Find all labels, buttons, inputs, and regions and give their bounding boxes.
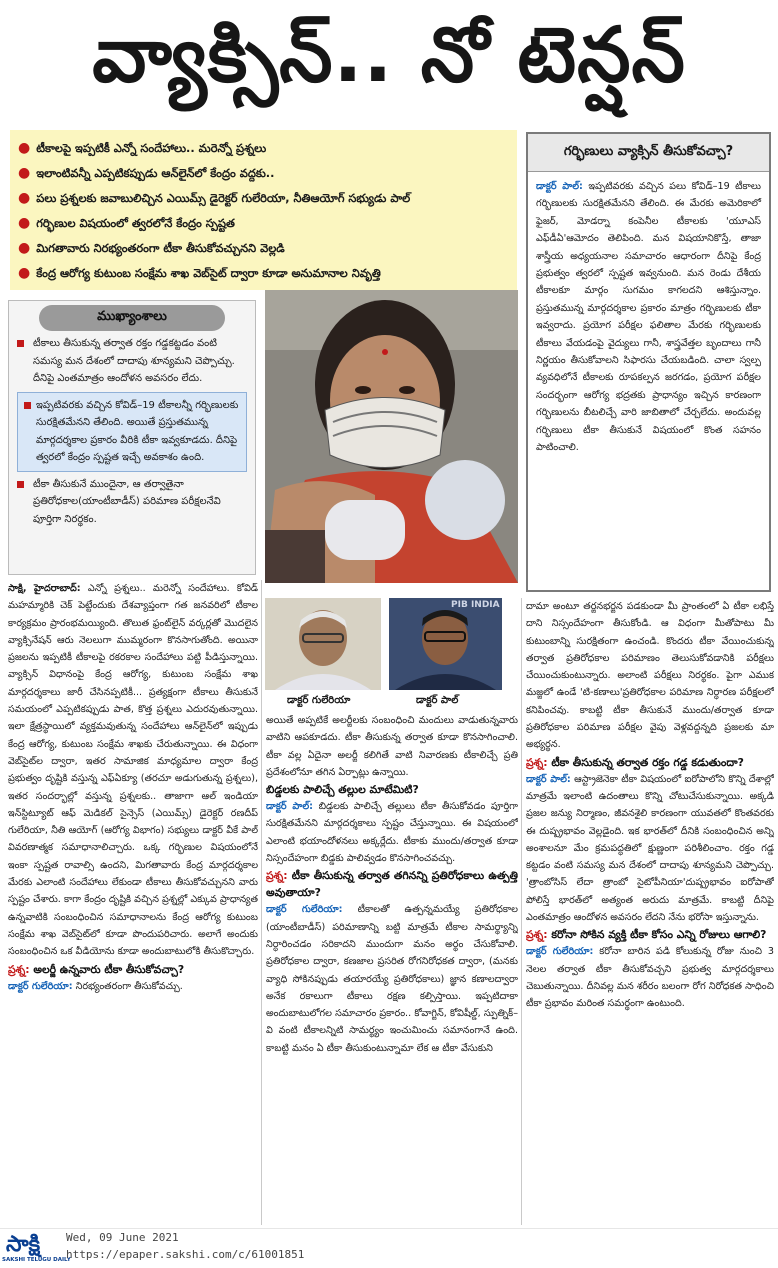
article-column-3: [526, 598, 774, 1228]
bullet-icon: ●: [18, 265, 31, 281]
side-box-body: [528, 172, 769, 463]
bullet-icon: ●: [18, 240, 31, 256]
question-recovered-wait: ప్రశ్న: కరోనా సోకిన వ్యక్తి టీకా కోసం ఎన్ని రోజులు ఆగాలి?: [526, 928, 767, 942]
column-divider: [261, 580, 262, 1225]
key-point-highlighted: ఇప్పటివరకు వచ్చిన కోవిడ్–19 టీకాలన్నీ గర్భిణులకు సురక్షితమేనని తేలింది. అయితే ప్రస్తుతమున్న మార్గదర్శకాల ప్రకారం వీరికి టీకా ఇవ్వకూడదు. దీనిపై త్వరలో కేంద్రం స్పష్టత ఇచ్చే అవకాశం ఉంది.: [17, 392, 247, 472]
speaker-label: డాక్టర్ గులేరియా:: [526, 946, 594, 958]
caption-guleria: డాక్టర్ గులేరియా: [287, 695, 351, 706]
square-bullet-icon: [17, 481, 24, 488]
side-box-text: ఇప్పటివరకు వచ్చిన పలు కోవిడ్–19 టీకాలు గర్భిణులకు సురక్షితమేనని తేలింది. ఈ మేరకు అమెరికాలో ఫైజర్, మోడర్నా కంపెనీల టీకాలకు 'యూఎస్ ఎఫ్‌డీఏ'ఆమోదం తెలిపింది. మన విషయానికొస్తే, తాజా శాస్త్రీయ అధ్యయనాల సమాచారం ఆధారంగా దీనిపై కేంద్ర ప్రభుత్వం త్వరలో స్పష్టత ఇవ్వనుంది. మన రెండు దేశీయ టీకాలకూ మార్గం సుగమం కాగలదని ఆశిస్తున్నాం. ప్రస్తుతమున్న మార్గదర్శకాల ప్రకారం మాత్రం గర్భిణులకు టీకా ఇవ్వరాదు. ప్రయోగ పరీక్షల ఫలితాల మేరకు గర్భిణులకు టీకాలు వేయడంపై వైద్యులు గానీ, శాస్త్రవేత్తల బృందాలు గానీ నిర్ణయం తీసుకోవాలని సిఫారసు చేయబడింది. చాలా స్వల్ప వ్యవధిలోనే టీకాలకు రూపకల్పన జరగడం, ప్రయోగ పరీక్షల సందర్భంగా ఆరోగ్య భద్రతకు ప్రాధాన్యం ఇచ్చిన కారణంగా గర్భిణులను బీటలిచ్చే వారి జాబితాలో చేర్చలేదు. అందువల్ల గర్భిణులు టీకా తీసుకునే విషయంలో కొంత సహనం పాటించాలి.: [536, 181, 761, 454]
headline: వ్యాక్సిన్.. నో టెన్షన్: [92, 10, 686, 99]
side-box-title: గర్భిణులు వ్యాక్సిన్ తీసుకోవచ్చా?: [528, 134, 769, 172]
bullet-item: ● గర్భిణుల విషయంలో త్వరలోనే కేంద్రం స్పష్టత: [18, 211, 509, 236]
answer-allergy: డాక్టర్ గులేరియా: నిరభ్యంతరంగా తీసుకోవచ్చు.: [8, 980, 183, 992]
col3-para-3: కరోనా బారిన పడి కోలుకున్న రోజు నుంచి 3 నెలల తర్వాత టీకా తీసుకోవచ్చని ప్రభుత్వ మార్గదర్శకాలు చెబుతున్నాయి. దీనివల్ల మన శరీరం బలంగా రోగ నిరోధకత సాధించి టీకా ప్రభావం మరింత సమర్థంగా ఉంటుంది.: [526, 946, 774, 1010]
col3-para-1: దామా అంటూ తర్జనభర్జన పడకుండా మీ ప్రాంతంలో ఏ టీకా లభిస్తే దాని నిస్సందేహంగా తీసుకోండి. ఆ విధంగా మీతోపాటు మీ కుటుంబాన్ని సురక్షితంగా ఉంచండి. కొందరు టీకా వేయించుకున్న తర్వాత ప్రతిరోధకాల పరిమాణం తెలుసుకోవడానికి పరీక్షలు చేయించుకుంటున్నారు. అలాంటి పరీక్షలు నిరర్థకం. పైగా ఎముక మజ్జలో ఉండే 'టి-కణాలు'ప్రతిరోధకాల పరిమాణ నిర్ధారణ పరీక్షలలో కనిపించవు. కాబట్టి టీకా తీసుకునే ముందు/తర్వాత కూడా ప్రతిరోధకాల పరిమాణ పరీక్షల వైపు వెళ్లవద్దన్నది ప్రజలకు మా అభ్యర్థన.: [526, 601, 774, 751]
col2-para-1: అయితే అప్పటికే అలర్జీలకు సంబంధించి మందులు వాడుతున్నవారు వాటిని ఆపకూడదు. టీకా తీసుకున్న తర్వాత కూడా కొనసాగించాలి. టీకా వల్ల ఏదైనా అలర్జీ కలిగితే వాటి నివారణకు టీకాలిచ్చే ప్రతి ప్రదేశంలోనూ తగిన ఏర్పాట్లు ఉన్నాయి.: [266, 715, 518, 778]
bullet-item: ● మిగతావారు నిరభ్యంతరంగా టీకా తీసుకోవచ్చునని వెల్లడి: [18, 236, 509, 261]
square-bullet-icon: [24, 402, 31, 409]
col2-para-3: టీకాలతో ఉత్పన్నమయ్యే ప్రతిరోధకాల (యాంటీబాడీస్) పరిమాణాన్ని బట్టి మాత్రమే టీకాల సామర్థ్యాన్ని నిర్ధారించడం సరికాదని ముందుగా మనం అర్థం చేసుకోవాలి. ప్రతిరోధకాల ద్వారా, కణజాల ప్రసరిత రోగనిరోధకత ద్వారా, (మనకు వ్యాధి సోకినప్పుడు తయారయ్యే ప్రతిరోధకాలు) జ్ఞాన కణాలద్వారా అనేక రకాలుగా టీకాలు రక్షణ కల్పిస్తాయి. ఇప్పటిదాకా అందుబాటులోగల సమాచారం ప్రకారం.. కోవాగ్జిన్, కోవిషీల్డ్, స్పుత్నిక్–వి వంటి టీకాలన్నిటి సామర్థ్యం ఇంచుమించు సమానంగానే ఉంది. కాబట్టి మనం ఏ టీకా తీసుకుంటున్నామా లేక ఆ టీకా వేసుకుని: [266, 904, 518, 1054]
edition-date: Wed, 09 June 2021: [66, 1231, 179, 1244]
bullet-item: ● పలు ప్రశ్నలకు జవాబులిచ్చిన ఎయిమ్స్ డైరెక్టర్ గులేరియా, నీతిఆయోగ్ సభ్యుడు పాల్: [18, 186, 509, 211]
caption-paul: డాక్టర్ పాల్: [416, 695, 459, 706]
bullet-icon: ●: [18, 165, 31, 181]
paul-portrait: [389, 598, 502, 690]
logo-tagline: SAKSHI TELUGU DAILY: [2, 1257, 71, 1263]
col3-para-2: ఆస్ట్రాజెనెకా టీకా విషయంలో ఐరోపాలోని కొన్ని దేశాల్లో మాత్రమే ఇలాంటి ఉదంతాలు కొన్ని చోటుచేసుకున్నాయి. అక్కడి ప్రజల జన్యు నిర్మాణం, జీవనశైలి కారణంగా యువతలో కొంతవరకు ఈ దుష్ప్రభావం వెల్లడైంది. ఇక భారత్‌లో దీనికి సంబంధించిన అన్ని అంశాలనూ మేం క్రమపద్ధతిలో క్షుణ్ణంగా పరిశీలించాం. రక్తం గడ్డ కట్టడం వంటి సమస్య మన దేశంలో దాదాపు శూన్యమని చెప్పొచ్చు. 'త్రాంబోసిస్ లేదా త్రాంబో సైటోపీనియా'దుష్ప్రభావం ఐరోపాతో పోలిస్తే భారత్‌లో అత్యంత అరుదు మాత్రమే. కాబట్టి దీనిపై ఎంతమాత్రం ఆందోళన అవసరం లేదని నేను భరోసా ఇస్తున్నాను.: [526, 773, 774, 924]
key-points-title: ముఖ్యాంశాలు: [39, 305, 225, 331]
speaker-label: డాక్టర్ పాల్:: [526, 773, 571, 785]
epaper-link[interactable]: https://epaper.sakshi.com/c/61001851: [66, 1248, 305, 1261]
footer-info: [66, 1229, 304, 1263]
speaker-label: డాక్టర్ గులేరియా:: [266, 904, 343, 916]
article-column-2: [266, 712, 518, 1228]
guleria-photo: [265, 598, 381, 690]
guleria-portrait: [265, 598, 381, 690]
dateline: సాక్షి, హైదరాబాద్:: [8, 583, 81, 594]
logo-wordmark: సాక్షి: [6, 1232, 41, 1257]
bullet-item: ● ఇలాంటివన్నీ ఎప్పటికప్పుడు ఆన్‌లైన్‌లో కేంద్రం వద్దకు..: [18, 161, 509, 186]
sakshi-logo[interactable]: [0, 1232, 71, 1266]
article-column-1: [8, 580, 258, 1228]
col2-para-2: బిడ్డలకు పాలిచ్చే తల్లులు టీకా తీసుకోవడం పూర్తిగా సురక్షితమేనని మార్గదర్శకాలు స్పష్టం చేస్తున్నాయి. ఈ విషయంలో ఎలాంటి భయాందోళనలు అక్కర్లేదు. టీకాకు ముందు/తర్వాత కూడా నిస్సందేహంగా బిడ్డకు పాలివ్వడం కొనసాగించవచ్చు.: [266, 801, 518, 865]
bullet-item: ● టీకాలపై ఇప్పటికీ ఎన్నో సందేహాలు.. మరెన్నో ప్రశ్నలు: [18, 136, 509, 161]
question-blood-clot: ప్రశ్న: టీకా తీసుకున్న తర్వాత రక్తం గడ్డ కడుతుందా?: [526, 755, 744, 769]
speaker-label: డాక్టర్ పాల్:: [536, 181, 583, 192]
key-point: టీకాలు తీసుకున్న తర్వాత రక్తం గడ్డకట్టడం వంటి సమస్య మన దేశంలో దాదాపు శూన్యమని చెప్పొచ్చు. దీనిపై ఎంతమాత్రం ఆందోళన అవసరం లేదు.: [17, 335, 247, 388]
square-bullet-icon: [17, 340, 24, 347]
paul-photo: [389, 598, 502, 690]
key-point: టీకా తీసుకునే ముందైనా, ఆ తర్వాతైనా ప్రతిరోధకాల(యాంటీబాడీస్) పరిమాణ పరీక్షలనేవి పూర్తిగా నిరర్థకం.: [17, 476, 247, 529]
heading-nursing-mothers: బిడ్డలకు పాలిచ్చే తల్లుల మాటేమిటి?: [266, 783, 419, 797]
key-points-box: [8, 300, 256, 575]
bullet-icon: ●: [18, 215, 31, 231]
bullet-icon: ●: [18, 190, 31, 206]
summary-bullets: [10, 130, 517, 290]
pregnant-women-box: [526, 132, 771, 592]
bullet-icon: ●: [18, 140, 31, 156]
bullet-item: ● కేంద్ర ఆరోగ్య కుటుంబ సంక్షేమ శాఖ వెబ్‌సైట్ ద్వారా కూడా అనుమానాల నివృత్తి: [18, 261, 509, 286]
vaccination-photo: [265, 290, 518, 583]
vaccination-illustration: [265, 290, 518, 583]
pib-backdrop-text: PIB INDIA: [451, 600, 500, 610]
column-divider: [521, 598, 522, 1225]
question-allergy: ప్రశ్న: అలర్జీ ఉన్నవారు టీకా తీసుకోవచ్చా?: [8, 962, 185, 976]
col1-body: ఎన్నో ప్రశ్నలు.. మరెన్నో సందేహాలు. కోవిడ్ మహమ్మారికి చెక్ పెట్టేందుకు దేశవ్యాప్తంగా గత జనవరిలో టీకాల కార్యక్రమం ప్రారంభమయ్యింది. తొలుత ఫ్రంట్‌లైన్ వర్కర్లతో మొదలైన వ్యాక్సినేషన్ ఆరు నెలలుగా ముమ్మరంగా కొనసాగుతోంది. అయినా ప్రజలను ఇప్పటికీ టీకాలపై రకరకాల సందేహాలు పట్టి పీడిస్తున్నాయి. వ్యాక్సిన్ విధానంపై కేంద్ర ఆరోగ్య, కుటుంబ సంక్షేమ శాఖ మార్గదర్శకాలు జారీ చేసినప్పటికీ... ప్రత్యక్షంగా టీకాలు తీసుకునే సమయంలో ఎప్పటికప్పుడు పాత, కొత్త ప్రశ్నలు ఎదురవుతున్నాయి. ఇలా క్షేత్రస్థాయిలో వ్యక్తమవుతున్న సందేహాలు ఆన్‌లైన్‌లో ఇప్పుడు కేంద్ర ఆరోగ్య, కుటుంబ సంక్షేమ శాఖకు చేరుతున్నాయి. ఈ విధంగా వెబ్‌సైట్‌ల ద్వారా, ఇతర సామాజిక మాధ్యమాల ద్వారా కేంద్ర ప్రభుత్వం దృష్టికి వస్తున్న ఎఫ్‌ఏక్యూ (తరచూ అడుగుతున్న ప్రశ్నలు), ఇతర సందర్భాల్లో వస్తున్న ప్రశ్నలకు.. తాజాగా ఆల్ ఇండియా ఇన్‌స్టిట్యూట్ ఆఫ్ మెడికల్ సైన్సెస్ (ఎయిమ్స్) డైరెక్టర్ రణదీప్ గులేరియా, నీతి ఆయోగ్ (ఆరోగ్య విభాగం) సభ్యులు డాక్టర్ వీకే పాల్ వివరణాత్మక సమాధానాలిచ్చారు. ఒక్క గర్భిణుల విషయంలోనే ఇంకా స్పష్టత రావాల్సి ఉందని, మిగతావారు కేంద్ర మార్గదర్శకాల మేరకు ఎలాంటి సందేహాలు లేకుండా టీకాలు తీసుకోవచ్చునని వారు స్పష్టం చేశారు. కాగా కేంద్రం దృష్టికి వచ్చిన ప్రశ్నల్లో ఎక్కువ ప్రాధాన్యత ఉన్నవాటికి సంబంధించిన సమాధానాలను కేంద్ర ఆరోగ్య కుటుంబ సంక్షేమ శాఖ వెబ్‌సైట్‌లో కూడా పొందుపరిచారు. అలాగే అందుకు సంబంధించిన ఒక వీడియోను కూడా అందుబాటులోకి తీసుకొచ్చారు.: [8, 583, 258, 958]
speaker-label: డాక్టర్ పాల్:: [266, 801, 313, 813]
question-antibodies: ప్రశ్న: టీకా తీసుకున్న తర్వాత తగినన్ని ప్రతిరోధకాలు ఉత్పత్తి అవుతాయా?: [266, 869, 518, 900]
